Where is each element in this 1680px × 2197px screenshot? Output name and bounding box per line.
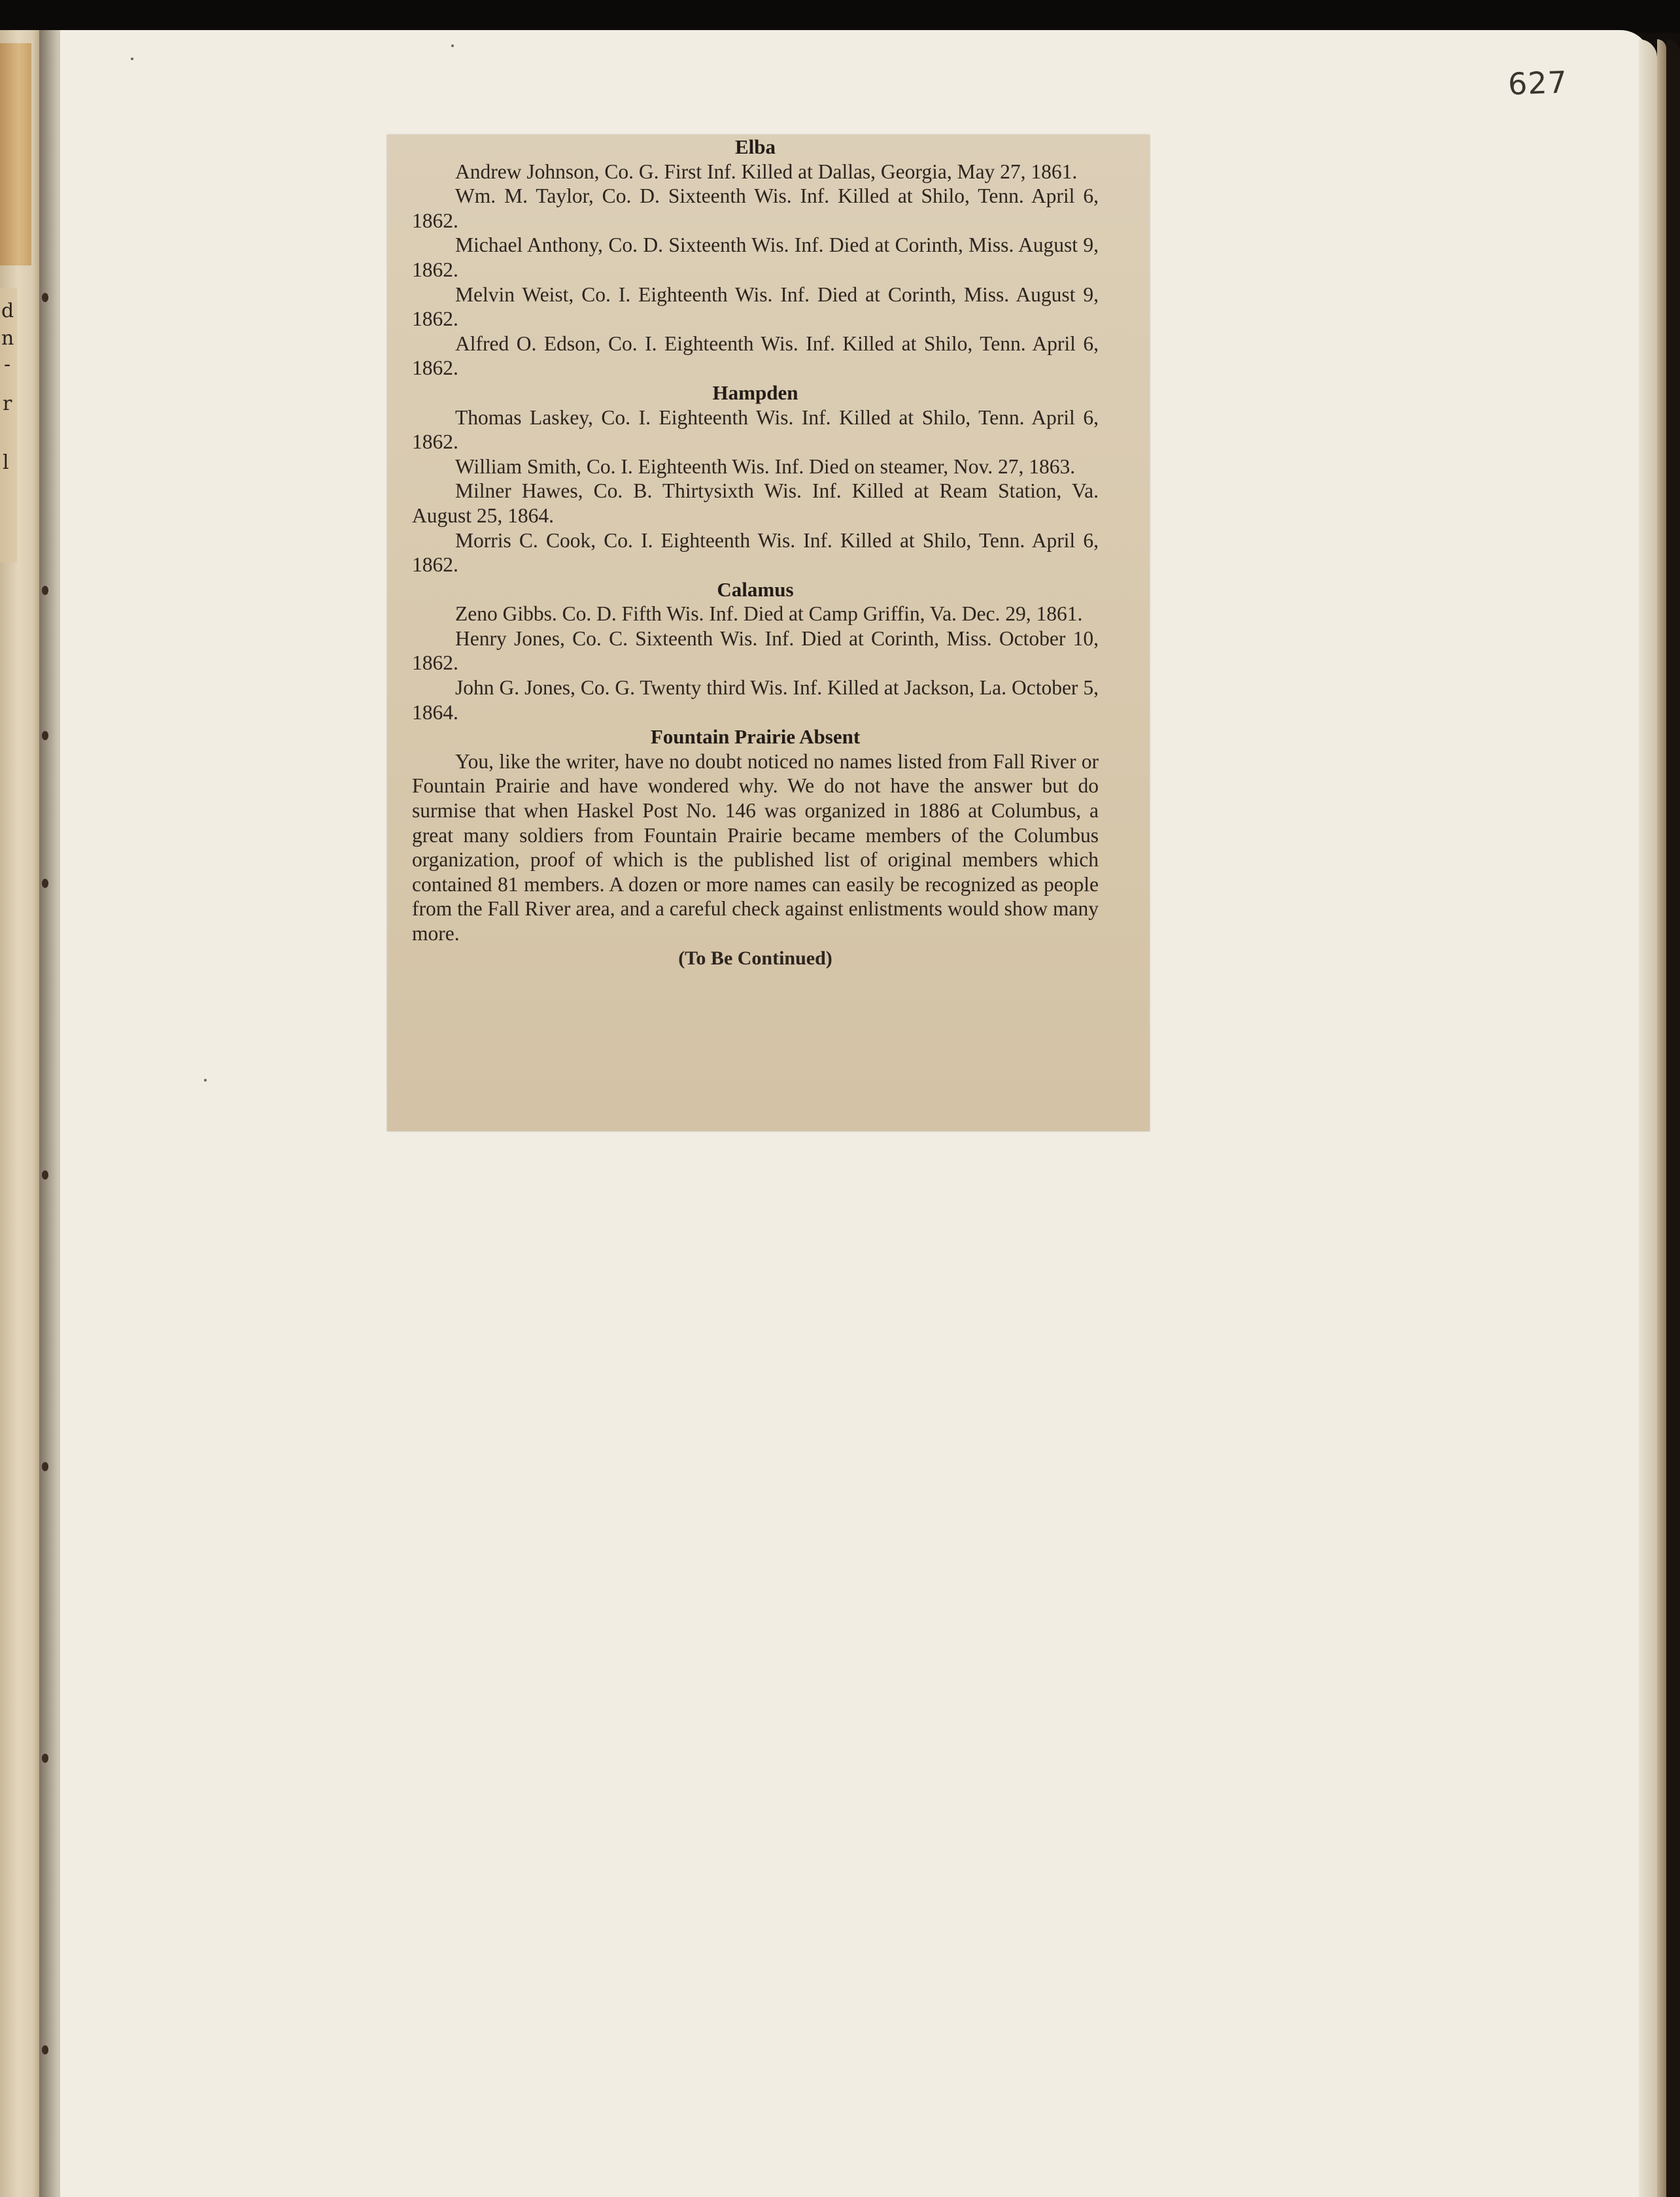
section-heading-calamus: Calamus: [717, 577, 794, 601]
binding-hole: [42, 1170, 48, 1180]
casualty-entry: Zeno Gibbs. Co. D. Fifth Wis. Inf. Died at Camp Griffin, Va. Dec. 29, 1861.: [455, 602, 1083, 626]
previous-page-fragment: l: [3, 451, 9, 474]
section-heading-elba: Elba: [734, 135, 776, 158]
to-be-continued: (To Be Continued): [678, 947, 832, 969]
page-stack-edge: [1639, 39, 1657, 2197]
commentary-paragraph: You, like the writer, have no doubt noticed no names listed from Fall River or Fountain Prairie and have wondered why. We do not have the answer but do surmise that when Haskel Post No. 146 was organized in 1886 at Columbus, a great many soldiers from Fountain Prairie became members of the Columbus organization, proof of which is the published list of original members which contained 81 members. A dozen or more names can easily be recognized as people from the Fall River area, and a careful check against enlistments would show many more.: [412, 749, 1099, 945]
previous-page-clipping-edge: [0, 43, 31, 265]
casualty-entry: Wm. M. Taylor, Co. D. Sixteenth Wis. Inf. Killed at Shilo, Tenn. April 6, 1862.: [412, 184, 1099, 232]
previous-page-fragment: d: [1, 299, 14, 322]
newspaper-clipping: [387, 135, 1150, 1131]
paper-speck: [451, 44, 454, 47]
casualty-entry: Andrew Johnson, Co. G. First Inf. Killed at Dallas, Georgia, May 27, 1861.: [455, 160, 1078, 183]
previous-page-fragment: -: [4, 353, 11, 376]
casualty-entry: Morris C. Cook, Co. I. Eighteenth Wis. Inf. Killed at Shilo, Tenn. April 6, 1862.: [412, 528, 1099, 577]
casualty-entry: Thomas Laskey, Co. I. Eighteenth Wis. Inf. Killed at Shilo, Tenn. April 6, 1862.: [412, 405, 1099, 454]
binding-hole: [42, 2045, 48, 2054]
paper-speck: [204, 1079, 207, 1081]
previous-page-fragment: n: [1, 327, 14, 350]
top-shadow: [0, 0, 1680, 33]
casualty-entry: Milner Hawes, Co. B. Thirtysixth Wis. Inf. Killed at Ream Station, Va. August 25, 1864.: [412, 479, 1099, 527]
binding-hole: [42, 1462, 48, 1471]
section-heading-hampden: Hampden: [712, 381, 798, 404]
page-stack-edge: [1657, 39, 1666, 2197]
previous-page-fragment: r: [3, 392, 12, 415]
section-heading-fountain-prairie: Fountain Prairie Absent: [650, 725, 861, 749]
page-number: 627: [1507, 64, 1568, 102]
paper-speck: [131, 58, 133, 60]
casualty-entry: Michael Anthony, Co. D. Sixteenth Wis. Inf. Died at Corinth, Miss. August 9, 1862.: [412, 233, 1099, 281]
casualty-entry: Henry Jones, Co. C. Sixteenth Wis. Inf. Died at Corinth, Miss. October 10, 1862.: [412, 626, 1099, 675]
casualty-entry: John G. Jones, Co. G. Twenty third Wis. Inf. Killed at Jackson, La. October 5, 1864.: [412, 676, 1099, 724]
clipping-column: [412, 135, 1099, 970]
casualty-entry: Melvin Weist, Co. I. Eighteenth Wis. Inf. Died at Corinth, Miss. August 9, 1862.: [412, 282, 1099, 331]
binding-hole: [42, 586, 48, 595]
binding-hole: [42, 879, 48, 888]
binding-hole: [42, 731, 48, 740]
casualty-entry: Alfred O. Edson, Co. I. Eighteenth Wis. Inf. Killed at Shilo, Tenn. April 6, 1862.: [412, 332, 1099, 380]
page-stack-edge: [1666, 39, 1680, 2197]
binding-hole: [42, 1754, 48, 1763]
binding-hole: [42, 293, 48, 302]
casualty-entry: William Smith, Co. I. Eighteenth Wis. Inf. Died on steamer, Nov. 27, 1863.: [455, 454, 1076, 478]
